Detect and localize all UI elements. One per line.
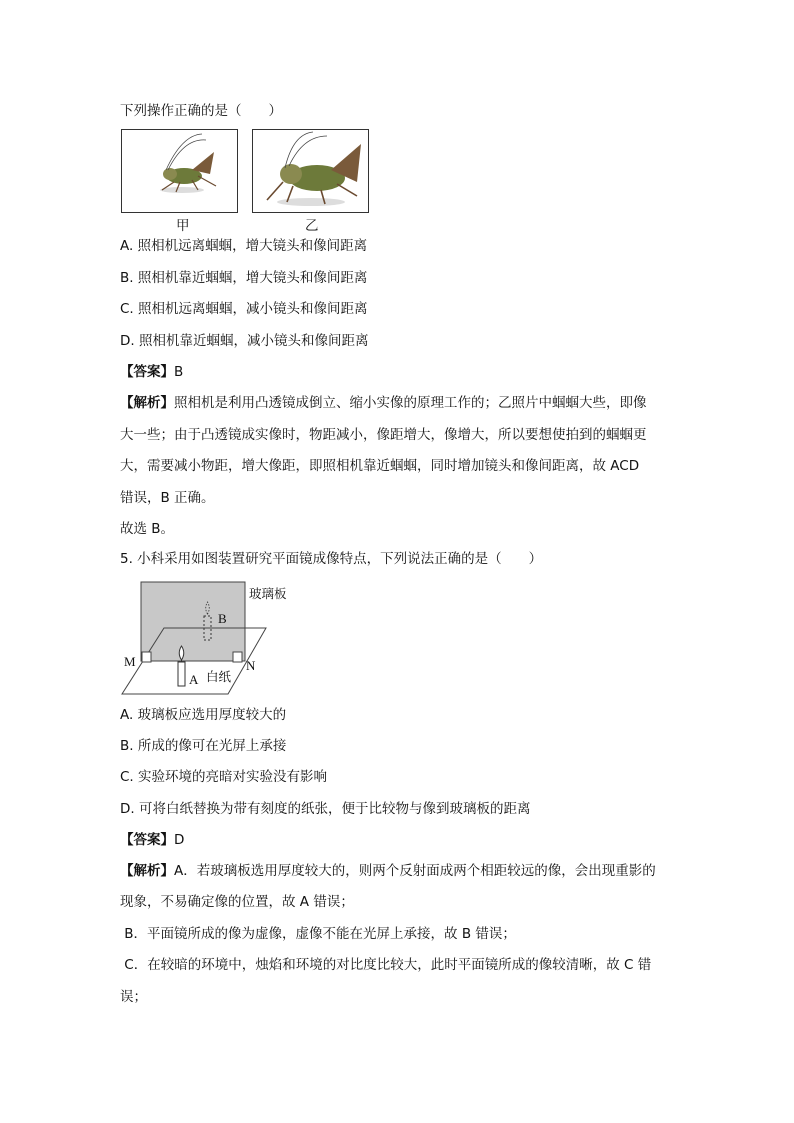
q4-analysis-line-3: 大，需要减小物距，增大像距，即照相机靠近蝈蝈，同时增加镜头和像间距离，故 ACD [120, 458, 640, 474]
q5-option-d: D. 可将白纸替换为带有刻度的纸张，便于比较物与像到玻璃板的距离 [120, 801, 531, 817]
answer-value: B [174, 364, 184, 380]
grasshopper-photo-large [252, 129, 369, 213]
q5-option-b: B. 所成的像可在光屏上承接 [120, 738, 287, 754]
q5-option-a: A. 玻璃板应选用厚度较大的 [120, 707, 287, 723]
q4-option-d: D. 照相机靠近蝈蝈，减小镜头和像间距离 [120, 333, 369, 349]
answer-tag: 【答案】 [120, 832, 174, 848]
paper-label: 白纸 [206, 669, 232, 684]
q5-analysis-line-2: 现象，不易确定像的位置，故 A 错误； [120, 894, 354, 910]
mirror-experiment-diagram [118, 576, 298, 701]
q4-option-a: A. 照相机远离蝈蝈，增大镜头和像间距离 [120, 238, 368, 254]
q4-option-b: B. 照相机靠近蝈蝈，增大镜头和像间距离 [120, 270, 368, 286]
answer-value: D [174, 832, 185, 848]
q5-analysis-line-3: B．平面镜所成的像为虚像，虚像不能在光屏上承接，故 B 错误； [120, 926, 516, 942]
q4-analysis-line-4: 错误，B 正确。 [120, 490, 215, 506]
label-a: A [189, 672, 199, 687]
analysis-text: 照相机是利用凸透镜成倒立、缩小实像的原理工作的；乙照片中蝈蝈大些，即像 [174, 395, 647, 411]
analysis-tag: 【解析】 [120, 395, 174, 411]
q4-conclusion: 故选 B。 [120, 521, 175, 537]
glass-label: 玻璃板 [249, 586, 287, 601]
q5-stem: 5. 小科采用如图装置研究平面镜成像特点，下列说法正确的是（ ） [120, 551, 543, 567]
label-n: N [246, 658, 256, 673]
q5-option-c: C. 实验环境的亮暗对实验没有影响 [120, 769, 328, 785]
q5-analysis-line-1 [120, 861, 656, 881]
label-b: B [218, 611, 227, 626]
q5-answer [120, 830, 184, 850]
caption-left: 甲 [176, 218, 190, 234]
grasshopper-photo-small [121, 129, 238, 213]
analysis-tag: 【解析】 [120, 863, 174, 879]
q5-analysis-line-5: 误； [120, 989, 147, 1005]
q4-stem: 下列操作正确的是（ ） [120, 103, 282, 119]
label-m: M [124, 654, 136, 669]
caption-right: 乙 [305, 218, 319, 234]
analysis-text: A．若玻璃板选用厚度较大的，则两个反射面成两个相距较远的像，会出现重影的 [174, 863, 656, 879]
q5-analysis-line-4: C．在较暗的环境中，烛焰和环境的对比度比较大，此时平面镜所成的像较清晰，故 C 错 [120, 957, 652, 973]
q4-answer [120, 362, 183, 382]
q4-analysis-line-2: 大一些；由于凸透镜成实像时，物距减小，像距增大，像增大，所以要想使拍到的蝈蝈更 [120, 427, 647, 443]
q4-option-c: C. 照相机远离蝈蝈，减小镜头和像间距离 [120, 301, 368, 317]
grasshopper-large-icon [253, 130, 368, 212]
grasshopper-small-icon [122, 130, 237, 212]
answer-tag: 【答案】 [120, 364, 174, 380]
q4-analysis-line-1 [120, 393, 647, 413]
